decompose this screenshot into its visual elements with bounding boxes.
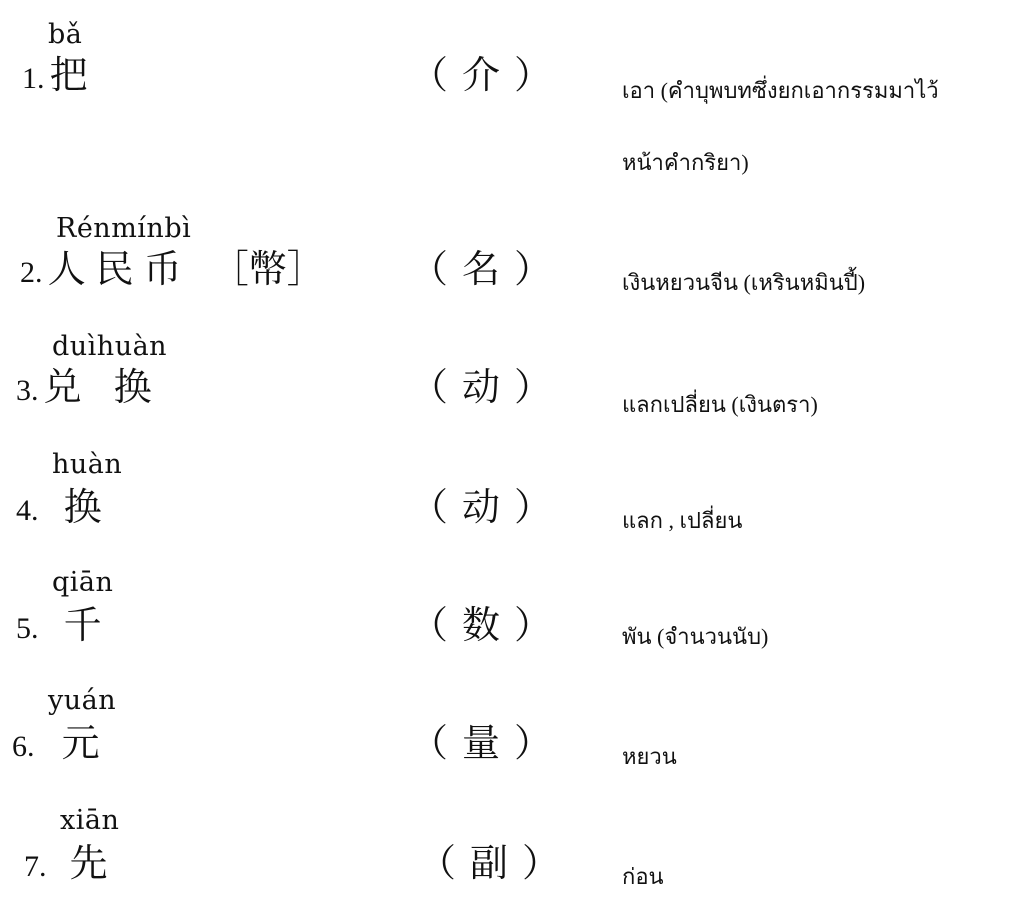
pinyin: yuán — [48, 685, 117, 716]
meaning-line-1: พัน (จำนวนนับ) — [622, 624, 769, 649]
meaning-line-1: แลก , เปลี่ยน — [622, 508, 743, 533]
hanzi: 千 — [63, 603, 112, 647]
headword — [16, 602, 112, 656]
entry-number: 7. — [24, 850, 47, 883]
part-of-speech: （ 动 ） — [410, 485, 557, 529]
entry-number: 5. — [16, 612, 39, 645]
part-of-speech: （ 介 ） — [410, 53, 557, 97]
pinyin: huàn — [52, 449, 123, 480]
entry-number: 4. — [16, 494, 39, 527]
hanzi: 元 — [61, 721, 110, 765]
hanzi: 人民币 — [47, 247, 192, 291]
headword — [20, 246, 325, 300]
pinyin: duìhuàn — [52, 331, 168, 362]
part-of-speech: （ 量 ） — [410, 721, 557, 765]
entry-number: 1. — [22, 62, 45, 95]
headword — [12, 720, 110, 774]
hanzi: 把 — [49, 53, 98, 97]
meaning-line-1: แลกเปลี่ยน (เงินตรา) — [622, 392, 818, 417]
pinyin: xiān — [60, 805, 120, 836]
meaning-line-1: เงินหยวนจีน (เหรินหมินปี้) — [622, 270, 866, 295]
meaning-line-1: หยวน — [622, 744, 677, 769]
pinyin: Rénmínbì — [56, 213, 192, 244]
meaning-line-1: ก่อน — [622, 864, 664, 889]
hanzi: 兑 换 — [43, 365, 162, 409]
entry-number: 6. — [12, 730, 35, 763]
headword — [16, 364, 162, 418]
hanzi-traditional-variant: ［幣］ — [210, 247, 325, 291]
hanzi: 先 — [69, 841, 118, 885]
entry-number: 2. — [20, 256, 43, 289]
headword — [16, 484, 112, 538]
hanzi: 换 — [63, 485, 112, 529]
meaning-line-2: หน้าคำกริยา) — [622, 150, 749, 175]
headword — [22, 52, 98, 106]
meaning-line-1: เอา (คำบุพบทซึ่งยกเอากรรมมาไว้ — [622, 78, 939, 103]
part-of-speech: （ 副 ） — [418, 841, 565, 885]
pinyin: bǎ — [48, 19, 83, 50]
headword — [24, 840, 118, 894]
part-of-speech: （ 名 ） — [410, 247, 557, 291]
pinyin: qiān — [52, 567, 114, 598]
part-of-speech: （ 数 ） — [410, 603, 557, 647]
entry-number: 3. — [16, 374, 39, 407]
part-of-speech: （ 动 ） — [410, 365, 557, 409]
